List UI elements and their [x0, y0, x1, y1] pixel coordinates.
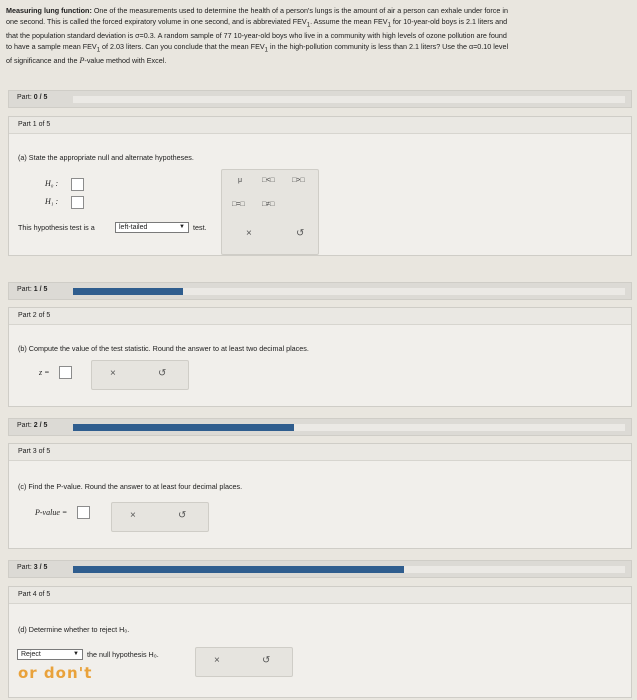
chevron-down-icon: ▼: [179, 224, 185, 230]
progress-bar: [8, 418, 632, 436]
progress-label: Part: 3 / 5: [17, 564, 48, 571]
intro-line-4b: of 2.03 liters. Can you conclude that the mean FEV: [100, 41, 265, 51]
intro-line-2b: . Assume the mean FEV: [310, 16, 388, 26]
problem-title: Measuring lung function:: [6, 6, 92, 15]
intro-sub: 1: [387, 22, 391, 29]
pvalue-label: P-value =: [35, 508, 68, 517]
h0-label: H₀ :: [45, 179, 59, 188]
problem-statement: [6, 6, 630, 67]
clear-icon[interactable]: ×: [130, 510, 136, 521]
h1-input[interactable]: [71, 196, 84, 209]
progress-bar: [8, 90, 632, 108]
less-than-button[interactable]: □<□: [262, 177, 275, 184]
intro-line-4a: to have a sample mean FEV: [6, 41, 97, 51]
progress-label: Part: 1 / 5: [17, 286, 48, 293]
part-4-header: Part 4 of 5: [9, 587, 631, 604]
z-input[interactable]: [59, 366, 72, 379]
tail-sentence-post: test.: [193, 223, 207, 232]
intro-line-2a: one second. This is called the forced expiratory volume in one second, and is abbreviated FEV: [6, 16, 307, 26]
clear-icon[interactable]: ×: [110, 368, 116, 379]
chevron-down-icon: ▼: [73, 651, 79, 657]
progress-track: [73, 424, 625, 431]
progress-track: [73, 288, 625, 295]
reject-select[interactable]: Reject ▼: [17, 649, 83, 660]
undo-icon[interactable]: ↺: [158, 368, 167, 379]
part-4-panel: [8, 586, 632, 698]
part-1-panel: [8, 116, 632, 256]
greater-than-button[interactable]: □>□: [292, 177, 305, 184]
undo-icon[interactable]: ↺: [296, 228, 305, 239]
progress-bar: [8, 560, 632, 578]
intro-line-5c: -value method with Excel.: [84, 56, 167, 66]
answer-toolbox: [195, 647, 293, 677]
intro-line-4c: in the high-pollution community is less than 2.1 liters? Use the α=0.10 level: [268, 41, 509, 51]
intro-sub: 1: [306, 22, 311, 29]
intro-sub: 1: [96, 47, 101, 54]
progress-fill: [73, 288, 183, 295]
intro-line-1: One of the measurements used to determine the health of a person's lungs is the amount of air a person can exhale under force in: [93, 6, 508, 15]
part-2-header: Part 2 of 5: [9, 308, 631, 325]
part-3-panel: [8, 443, 632, 549]
clear-icon[interactable]: ×: [214, 655, 220, 666]
h0-input[interactable]: [71, 178, 84, 191]
part-2-question: (b) Compute the value of the test statistic. Round the answer to at least two decimal places.: [18, 344, 309, 353]
symbol-toolbox: [221, 169, 319, 255]
tail-select[interactable]: left-tailed ▼: [115, 222, 189, 233]
answer-toolbox: [91, 360, 189, 390]
part-4-question: (d) Determine whether to reject H₀.: [18, 625, 130, 634]
progress-fill: [73, 424, 294, 431]
part-1-question: (a) State the appropriate null and alternate hypotheses.: [18, 153, 194, 162]
part-2-panel: [8, 307, 632, 407]
h1-label: H₁ :: [45, 197, 59, 206]
progress-fill: [73, 566, 404, 573]
intro-line-2c: for 10-year-old boys is 2.1 liters and: [390, 16, 508, 26]
clear-icon[interactable]: ×: [246, 228, 252, 239]
handwritten-note: or don't: [18, 664, 93, 682]
intro-sub: 1: [264, 47, 268, 54]
progress-track: [73, 96, 625, 103]
intro-line-5b: P: [79, 56, 85, 66]
answer-toolbox: [111, 502, 209, 532]
mu-button[interactable]: μ: [238, 177, 243, 184]
equals-button[interactable]: □=□: [232, 201, 245, 208]
progress-track: [73, 566, 625, 573]
not-equal-button[interactable]: □≠□: [262, 201, 275, 208]
intro-line-5a: of significance and the: [6, 56, 80, 66]
pvalue-input[interactable]: [77, 506, 90, 519]
undo-icon[interactable]: ↺: [262, 655, 271, 666]
undo-icon[interactable]: ↺: [178, 510, 187, 521]
part-3-question: (c) Find the P-value. Round the answer to at least four decimal places.: [18, 482, 243, 491]
reject-sentence-post: the null hypothesis H₀.: [87, 650, 159, 659]
part-3-header: Part 3 of 5: [9, 444, 631, 461]
progress-label: Part: 0 / 5: [17, 94, 48, 101]
part-1-header: Part 1 of 5: [9, 117, 631, 134]
tail-sentence-pre: This hypothesis test is a: [18, 223, 95, 232]
progress-bar: [8, 282, 632, 300]
progress-label: Part: 2 / 5: [17, 422, 48, 429]
z-label: z =: [39, 368, 50, 377]
intro-line-3: that the population standard deviation is σ=0.3. A random sample of 77 10-year-old boys who live in a community with high levels of ozone pollution are found: [6, 31, 507, 41]
